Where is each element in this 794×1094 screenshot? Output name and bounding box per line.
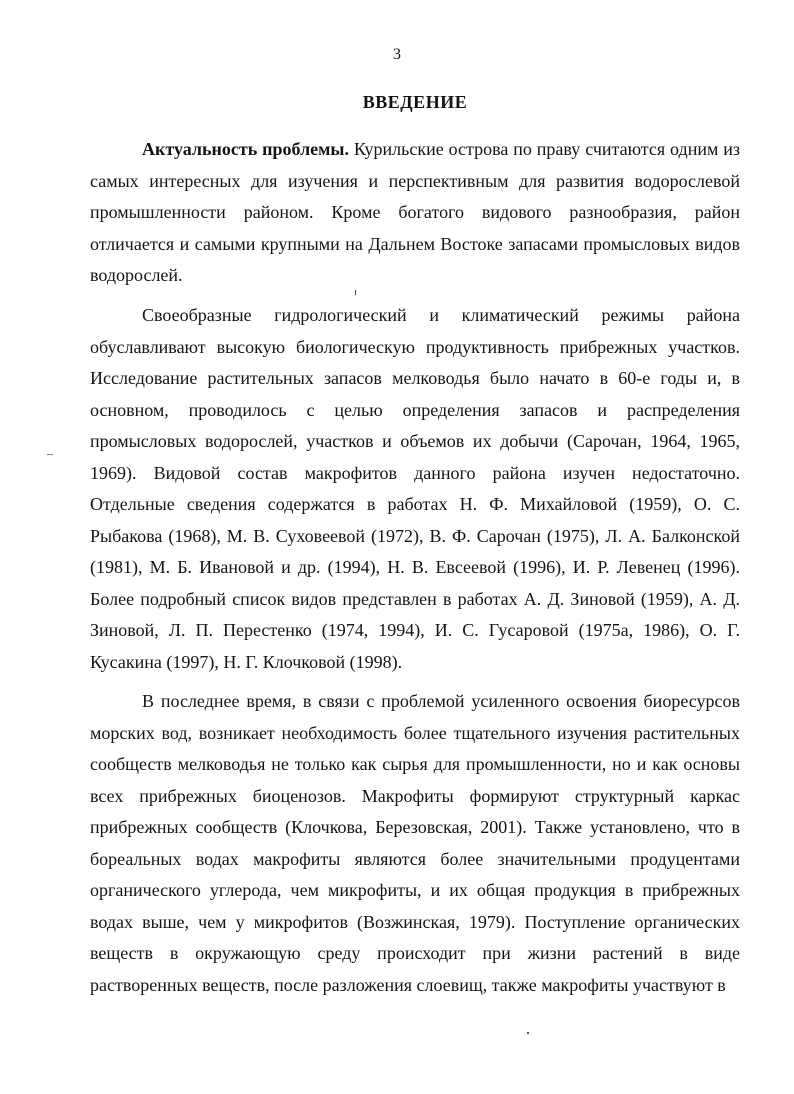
paragraph-text: Курильские острова по праву считаются одним из самых интересных для изучения и перспективным для развития водорослевой промышленности районом. Кроме богатого видового разнообразия, район отличается и самыми крупными на Дальнем Востоке запасами промысловых видов водорослей. [90,139,740,285]
paragraph-hydrology [90,300,740,678]
page-number: 3 [393,46,401,63]
scan-speck [527,1032,529,1034]
paragraph-text: В последнее время, в связи с проблемой усиленного освоения биоресурсов морских вод, возникает необходимость более тщательного изучения растительных сообществ мелководья не только как сырья для промышленности, но и как основы всех прибрежных биоценозов. Макрофиты формируют структурный каркас прибрежных сообществ (Клочкова, Березовская, 2001). Также установлено, что в бореальных водах макрофиты являются более значительными продуцентами органического углерода, чем микрофиты, и их общая продукция в прибрежных водах выше, чем у микрофитов (Возжинская, 1979). Поступление органических веществ в окружающую среду происходит при жизни растений в виде растворенных веществ, после разложения слоевищ, также макрофиты участвуют в [90,691,740,995]
paragraph-relevance [90,134,740,292]
paragraph-lead: Актуальность проблемы. [142,139,349,159]
section-heading: ВВЕДЕНИЕ [362,92,468,112]
paragraph-text: Своеобразные гидрологический и климатический режимы района обуславливают высокую биологическую продуктивность прибрежных участков. Исследование растительных запасов мелководья было начато в 60-е годы и, в основном, проводилось с целью определения запасов и распределения промысловых водорослей, участков и объемов их добычи (Сарочан, 1964, 1965, 1969). Видовой состав макрофитов данного района изучен недостаточно. Отдельные сведения содержатся в работах Н. Ф. Михайловой (1959), О. С. Рыбакова (1968), М. В. Суховеевой (1972), В. Ф. Сарочан (1975), Л. А. Балконской (1981), М. Б. Ивановой и др. (1994), Н. В. Евсеевой (1996), И. Р. Левенец (1996). Более подробный список видов представлен в работах А. Д. Зиновой (1959), А. Д. Зиновой, Л. П. Перестенко (1974, 1994), И. С. Гусаровой (1975а, 1986), О. Г. Кусакина (1997), Н. Г. Клочковой (1998). [90,305,740,672]
scan-speck [47,454,53,455]
scan-speck [355,290,356,295]
paragraph-recent [90,686,740,1001]
